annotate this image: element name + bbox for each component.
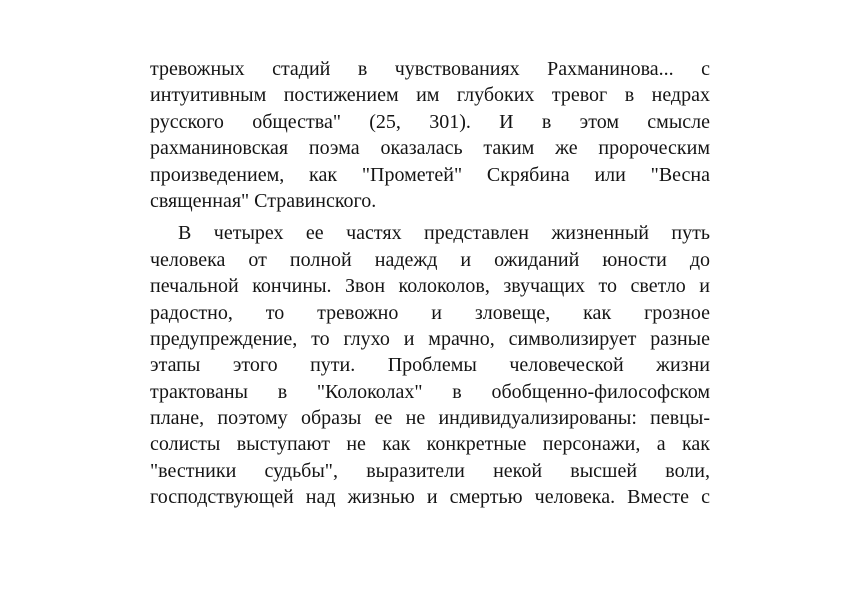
paragraph-1 <box>150 56 710 214</box>
text-line: произведением, как "Прометей" Скрябина или "Весна <box>150 163 710 186</box>
text-line: господствующей над жизнью и смертью человека. Вместе с <box>150 486 710 509</box>
text-line: этапы этого пути. Проблемы человеческой жизни <box>150 354 710 377</box>
text-line: священная" Стравинского. <box>150 189 377 212</box>
text-line: интуитивным постижением им глубоких тревог в недрах <box>150 84 710 107</box>
text-line: "вестники судьбы", выразители некой высшей воли, <box>150 459 710 482</box>
text-line: радостно, то тревожно и зловеще, как грозное <box>150 301 710 324</box>
text-line: рахманиновская поэма оказалась таким же пророческим <box>150 137 710 160</box>
text-line: тревожных стадий в чувствованиях Рахманинова... с <box>150 58 710 80</box>
text-line: трактованы в "Колоколах" в обобщенно-философском <box>150 380 710 403</box>
text-line: человека от полной надежд и ожиданий юности до <box>150 248 710 271</box>
text-line: предупреждение, то глухо и мрачно, символизирует разные <box>150 327 710 350</box>
text-line: солисты выступают не как конкретные персонажи, а как <box>150 433 710 456</box>
text-line: печальной кончины. Звон колоколов, звучащих то светло и <box>150 275 710 298</box>
paragraph-2 <box>150 220 710 510</box>
text-line: русского общества" (25, 301). И в этом смысле <box>150 110 710 133</box>
text-line: В четырех ее частях представлен жизненный путь <box>178 222 710 245</box>
text-line: плане, поэтому образы ее не индивидуализированы: певцы- <box>150 407 710 430</box>
body-text <box>150 56 710 511</box>
